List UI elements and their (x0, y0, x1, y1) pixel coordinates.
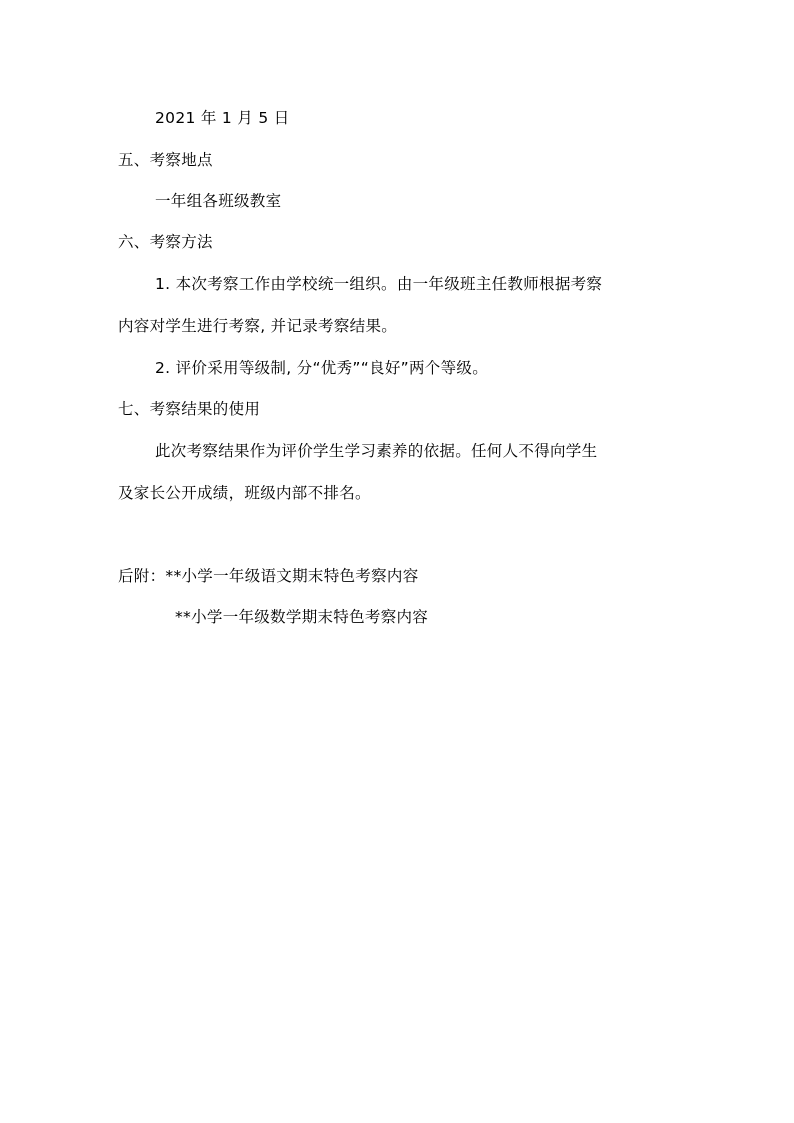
section-heading-location: 五、考察地点 (118, 151, 213, 169)
section-heading-usage: 七、考察结果的使用 (118, 400, 261, 418)
paragraph-usage-cont: 及家长公开成绩，班级内部不排名。 (118, 484, 371, 502)
appendix-line-math: **小学一年级数学期末特色考察内容 (175, 608, 429, 626)
paragraph-usage: 此次考察结果作为评价学生学习素养的依据。任何人不得向学生 (155, 442, 598, 460)
paragraph-location: 一年组各班级教室 (155, 192, 282, 210)
paragraph-method-2: 2. 评价采用等级制, 分“优秀”“良好”两个等级。 (155, 359, 488, 377)
date-line: 2021 年 1 月 5 日 (155, 109, 290, 127)
paragraph-method-1-cont: 内容对学生进行考察, 并记录考察结果。 (118, 317, 398, 335)
section-heading-method: 六、考察方法 (118, 233, 213, 251)
paragraph-method-1: 1. 本次考察工作由学校统一组织。由一年级班主任教师根据考察 (155, 275, 603, 293)
appendix-line-chinese: 后附：**小学一年级语文期末特色考察内容 (118, 567, 419, 585)
